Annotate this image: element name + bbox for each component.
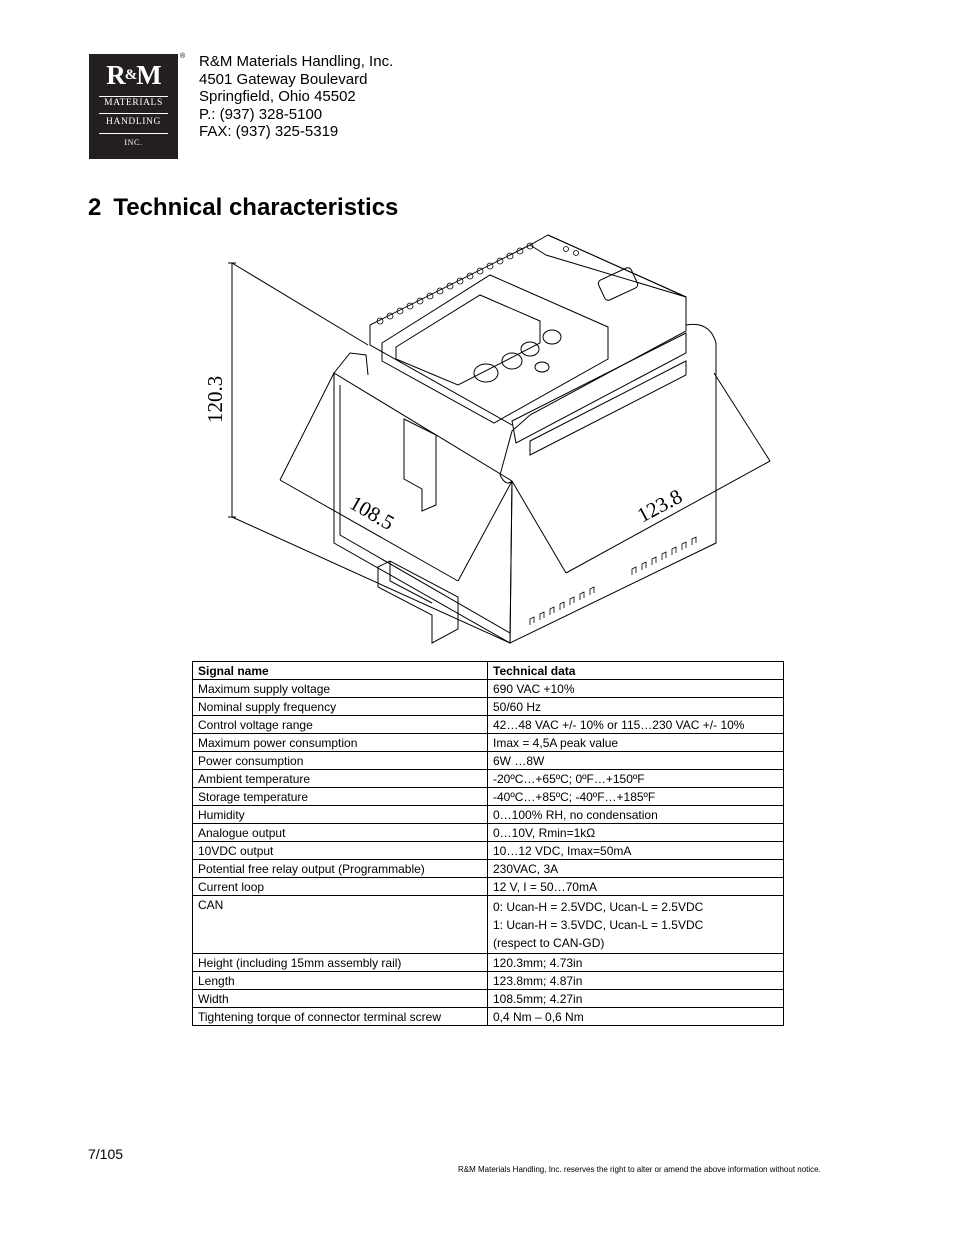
table-row (193, 954, 784, 972)
signal-name-cell: Storage temperature (193, 788, 488, 806)
table-row (193, 842, 784, 860)
address-fax: FAX: (937) 325-5319 (199, 123, 339, 140)
technical-data-cell: -40ºC…+85ºC; -40ºF…+185ºF (488, 788, 784, 806)
technical-data-cell: 690 VAC +10% (488, 680, 784, 698)
technical-data-table (192, 661, 784, 1026)
technical-data-cell: Imax = 4,5A peak value (488, 734, 784, 752)
signal-name-cell: Width (193, 990, 488, 1008)
signal-name-cell: Length (193, 972, 488, 990)
can-value-line: 0: Ucan-H = 2.5VDC, Ucan-L = 2.5VDC (493, 900, 704, 914)
company-logo (89, 54, 178, 159)
table-row (193, 734, 784, 752)
signal-name-cell: Nominal supply frequency (193, 698, 488, 716)
logo-monogram: R&M (106, 60, 161, 90)
table-row (193, 698, 784, 716)
signal-name-cell: Maximum power consumption (193, 734, 488, 752)
table-row (193, 1008, 784, 1026)
address-company: R&M Materials Handling, Inc. (199, 53, 394, 70)
technical-data-cell: 0…100% RH, no condensation (488, 806, 784, 824)
technical-data-cell: 50/60 Hz (488, 698, 784, 716)
section-number: 2 (88, 194, 102, 221)
dimension-height-label: 120.3 (203, 375, 227, 423)
section-heading (88, 194, 398, 222)
can-value-line: (respect to CAN-GD) (493, 936, 605, 950)
table-row (193, 990, 784, 1008)
logo-rule (99, 113, 168, 114)
can-value-line: 1: Ucan-H = 3.5VDC, Ucan-L = 1.5VDC (493, 918, 704, 932)
company-address (199, 53, 393, 141)
signal-name-cell: Power consumption (193, 752, 488, 770)
logo-text-handling: HANDLING (106, 117, 161, 127)
address-city: Springfield, Ohio 45502 (199, 88, 356, 105)
table-row (193, 770, 784, 788)
section-title: Technical characteristics (113, 194, 399, 221)
signal-name-cell: Ambient temperature (193, 770, 488, 788)
logo-text-inc: INC. (124, 138, 143, 147)
logo-rule (99, 96, 168, 97)
signal-name-cell: Current loop (193, 878, 488, 896)
table-row (193, 752, 784, 770)
table-header-row (193, 662, 784, 680)
signal-name-cell: Tightening torque of connector terminal screw (193, 1008, 488, 1026)
technical-data-cell: 42…48 VAC +/- 10% or 115…230 VAC +/- 10% (488, 716, 784, 734)
signal-name-cell: Potential free relay output (Programmable) (193, 860, 488, 878)
table-row (193, 972, 784, 990)
technical-data-cell: 108.5mm; 4.27in (488, 990, 784, 1008)
footer-notice: R&M Materials Handling, Inc. reserves the right to alter or amend the above information without notice. (458, 1165, 821, 1174)
dimension-length-label: 123.8 (633, 484, 687, 528)
signal-name-cell: Analogue output (193, 824, 488, 842)
table-row (193, 680, 784, 698)
technical-data-cell: 12 V, I = 50…70mA (488, 878, 784, 896)
table-row (193, 806, 784, 824)
technical-data-cell (488, 896, 784, 954)
address-phone: P.: (937) 328-5100 (199, 105, 323, 123)
table-row (193, 896, 784, 954)
signal-name-cell: Height (including 15mm assembly rail) (193, 954, 488, 972)
page-number: 7/105 (88, 1146, 124, 1162)
table-row (193, 788, 784, 806)
signal-name-cell: CAN (193, 896, 488, 954)
column-header-signal-name: Signal name (193, 662, 488, 680)
device-dimension-drawing (200, 225, 780, 645)
signal-name-cell: Humidity (193, 806, 488, 824)
registered-mark: ® (180, 53, 186, 60)
technical-data-cell: 6W …8W (488, 752, 784, 770)
logo-rule (99, 133, 168, 134)
technical-data-cell: -20ºC…+65ºC; 0ºF…+150ºF (488, 770, 784, 788)
technical-data-cell: 230VAC, 3A (488, 860, 784, 878)
signal-name-cell: 10VDC output (193, 842, 488, 860)
signal-name-cell: Maximum supply voltage (193, 680, 488, 698)
signal-name-cell: Control voltage range (193, 716, 488, 734)
address-street: 4501 Gateway Boulevard (199, 70, 368, 88)
table-row (193, 878, 784, 896)
dimension-width-label: 108.5 (345, 490, 399, 535)
technical-data-cell: 0…10V, Rmin=1kΩ (488, 824, 784, 842)
column-header-technical-data: Technical data (488, 662, 784, 680)
logo-text-materials: MATERIALS (104, 98, 163, 108)
technical-data-cell: 10…12 VDC, Imax=50mA (488, 842, 784, 860)
technical-data-cell: 120.3mm; 4.73in (488, 954, 784, 972)
table-row (193, 860, 784, 878)
table-row (193, 716, 784, 734)
table-row (193, 824, 784, 842)
technical-data-cell: 0,4 Nm – 0,6 Nm (488, 1008, 784, 1026)
technical-data-cell: 123.8mm; 4.87in (488, 972, 784, 990)
